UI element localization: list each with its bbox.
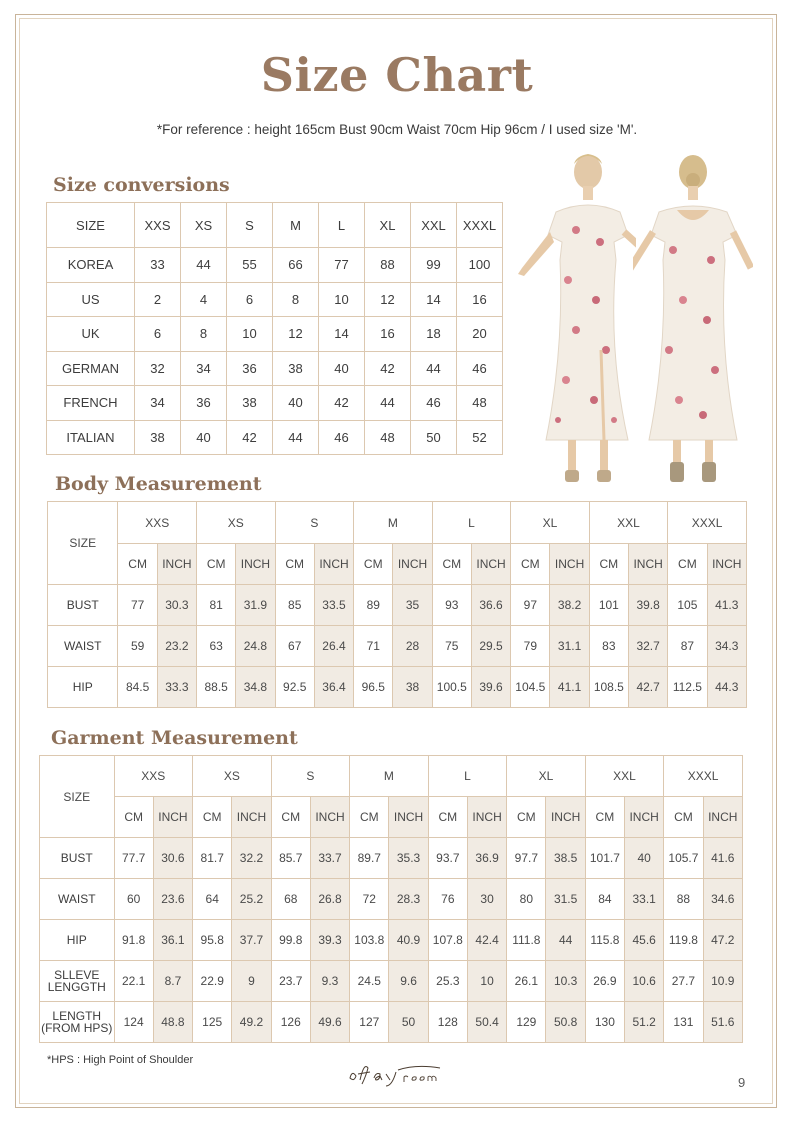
table-cell: 34.8 bbox=[236, 667, 275, 708]
table-row bbox=[47, 282, 503, 317]
table-cell: 83 bbox=[589, 626, 628, 667]
unit-inch-header: INCH bbox=[232, 797, 271, 838]
table-cell: 44 bbox=[365, 386, 411, 421]
table-cell: 42 bbox=[365, 351, 411, 386]
unit-inch-header: INCH bbox=[546, 797, 585, 838]
table-cell: 12 bbox=[365, 282, 411, 317]
table-cell: 36.6 bbox=[471, 585, 510, 626]
table-cell: 76 bbox=[428, 879, 467, 920]
table-cell: 6 bbox=[227, 282, 273, 317]
table-cell: 92.5 bbox=[275, 667, 314, 708]
size-column-header: XXL bbox=[589, 502, 668, 544]
table-cell: 18 bbox=[411, 317, 457, 352]
size-column-header: XS bbox=[197, 502, 276, 544]
table-cell: 93.7 bbox=[428, 838, 467, 879]
row-label-line: SLLEVE bbox=[54, 968, 100, 982]
table-cell: 10 bbox=[319, 282, 365, 317]
table-cell: 126 bbox=[271, 1002, 310, 1043]
unit-cm-header: CM bbox=[668, 544, 707, 585]
unit-inch-header: INCH bbox=[314, 544, 353, 585]
table-cell: 36 bbox=[227, 351, 273, 386]
table-cell: 23.6 bbox=[153, 879, 192, 920]
table-cell: 26.4 bbox=[314, 626, 353, 667]
table-cell: 100 bbox=[457, 248, 503, 283]
table-row bbox=[48, 585, 747, 626]
header-cell: XXL bbox=[411, 203, 457, 248]
size-column-header: XXS bbox=[118, 502, 197, 544]
header-cell: XS bbox=[181, 203, 227, 248]
table-row bbox=[40, 879, 743, 920]
table-cell: 101.7 bbox=[585, 838, 624, 879]
unit-inch-header: INCH bbox=[393, 544, 432, 585]
reference-note: *For reference : height 165cm Bust 90cm Waist 70cm Hip 96cm / I used size 'M'. bbox=[156, 122, 638, 137]
table-cell: 112.5 bbox=[668, 667, 707, 708]
unit-cm-header: CM bbox=[350, 797, 389, 838]
table-cell: 103.8 bbox=[350, 920, 389, 961]
table-cell: 38.5 bbox=[546, 838, 585, 879]
table-cell: 93 bbox=[432, 585, 471, 626]
table-cell: 42.4 bbox=[467, 920, 506, 961]
table-cell: 48.8 bbox=[153, 1002, 192, 1043]
table-cell: 100.5 bbox=[432, 667, 471, 708]
table-cell: 34 bbox=[135, 386, 181, 421]
table-cell: 50.4 bbox=[467, 1002, 506, 1043]
size-column-header: XL bbox=[507, 756, 586, 797]
unit-inch-header: INCH bbox=[628, 544, 667, 585]
table-cell: 105.7 bbox=[664, 838, 703, 879]
row-label: FRENCH bbox=[47, 386, 135, 421]
table-row bbox=[40, 838, 743, 879]
row-label-line: LENGTH bbox=[52, 1009, 102, 1023]
size-column-header: XXXL bbox=[668, 502, 747, 544]
table-cell: 27.7 bbox=[664, 961, 703, 1002]
table-cell: 9 bbox=[232, 961, 271, 1002]
row-label: HIP bbox=[48, 667, 118, 708]
row-label: KOREA bbox=[47, 248, 135, 283]
table-cell: 85 bbox=[275, 585, 314, 626]
table-cell: 26.9 bbox=[585, 961, 624, 1002]
table-row bbox=[47, 420, 503, 455]
table-cell: 59 bbox=[118, 626, 157, 667]
table-cell: 68 bbox=[271, 879, 310, 920]
size-header-row bbox=[40, 756, 743, 797]
table-cell: 63 bbox=[197, 626, 236, 667]
table-cell: 50 bbox=[411, 420, 457, 455]
table-cell: 8 bbox=[181, 317, 227, 352]
hps-footnote: *HPS : High Point of Shoulder bbox=[47, 1054, 194, 1066]
table-row bbox=[48, 626, 747, 667]
unit-inch-header: INCH bbox=[471, 544, 510, 585]
table-cell: 32.2 bbox=[232, 838, 271, 879]
table-row bbox=[40, 920, 743, 961]
table-cell: 77 bbox=[118, 585, 157, 626]
table-cell: 72 bbox=[350, 879, 389, 920]
table-cell: 66 bbox=[273, 248, 319, 283]
table-cell: 91.8 bbox=[114, 920, 153, 961]
table-cell: 124 bbox=[114, 1002, 153, 1043]
table-cell: 23.7 bbox=[271, 961, 310, 1002]
table-cell: 48 bbox=[365, 420, 411, 455]
table-cell: 2 bbox=[135, 282, 181, 317]
size-column-header: XS bbox=[193, 756, 272, 797]
table-cell: 34.3 bbox=[707, 626, 746, 667]
size-column-header: XXL bbox=[585, 756, 664, 797]
table-cell: 46 bbox=[411, 386, 457, 421]
size-column-header: XXXL bbox=[664, 756, 743, 797]
table-cell: 80 bbox=[507, 879, 546, 920]
table-cell: 31.1 bbox=[550, 626, 589, 667]
unit-inch-header: INCH bbox=[467, 797, 506, 838]
table-cell: 25.2 bbox=[232, 879, 271, 920]
model-back-image bbox=[633, 150, 753, 490]
row-label: BUST bbox=[40, 838, 115, 879]
row-label: GERMAN bbox=[47, 351, 135, 386]
table-cell: 38 bbox=[273, 351, 319, 386]
unit-cm-header: CM bbox=[664, 797, 703, 838]
unit-header-row bbox=[48, 544, 747, 585]
row-label: HIP bbox=[40, 920, 115, 961]
table-cell: 48 bbox=[457, 386, 503, 421]
unit-cm-header: CM bbox=[589, 544, 628, 585]
table-cell: 38.2 bbox=[550, 585, 589, 626]
table-cell: 8 bbox=[273, 282, 319, 317]
table-cell: 29.5 bbox=[471, 626, 510, 667]
body-measurement-table bbox=[47, 501, 747, 708]
garment-measurement-table bbox=[39, 755, 743, 1043]
table-cell: 28 bbox=[393, 626, 432, 667]
table-cell: 44 bbox=[181, 248, 227, 283]
table-cell: 85.7 bbox=[271, 838, 310, 879]
unit-cm-header: CM bbox=[275, 544, 314, 585]
table-cell: 77 bbox=[319, 248, 365, 283]
table-cell: 39.8 bbox=[628, 585, 667, 626]
table-cell: 101 bbox=[589, 585, 628, 626]
table-cell: 84 bbox=[585, 879, 624, 920]
table-cell: 128 bbox=[428, 1002, 467, 1043]
header-cell: L bbox=[319, 203, 365, 248]
table-cell: 20 bbox=[457, 317, 503, 352]
page-title: Size Chart bbox=[260, 48, 534, 102]
table-cell: 24.8 bbox=[236, 626, 275, 667]
table-cell: 49.6 bbox=[310, 1002, 349, 1043]
header-cell: SIZE bbox=[47, 203, 135, 248]
table-cell: 26.1 bbox=[507, 961, 546, 1002]
row-label: WAIST bbox=[48, 626, 118, 667]
table-cell: 35.3 bbox=[389, 838, 428, 879]
table-cell: 88 bbox=[664, 879, 703, 920]
table-cell: 34 bbox=[181, 351, 227, 386]
table-cell: 10 bbox=[467, 961, 506, 1002]
table-cell: 67 bbox=[275, 626, 314, 667]
table-cell: 23.2 bbox=[157, 626, 196, 667]
table-row bbox=[47, 386, 503, 421]
unit-inch-header: INCH bbox=[310, 797, 349, 838]
unit-cm-header: CM bbox=[511, 544, 550, 585]
table-cell: 99.8 bbox=[271, 920, 310, 961]
row-label bbox=[40, 961, 115, 1002]
table-cell: 10.9 bbox=[703, 961, 742, 1002]
table-cell: 44 bbox=[411, 351, 457, 386]
table-cell: 50.8 bbox=[546, 1002, 585, 1043]
table-cell: 38 bbox=[135, 420, 181, 455]
table-cell: 33.5 bbox=[314, 585, 353, 626]
row-label bbox=[40, 1002, 115, 1043]
table-cell: 33 bbox=[135, 248, 181, 283]
table-cell: 26.8 bbox=[310, 879, 349, 920]
table-cell: 6 bbox=[135, 317, 181, 352]
table-cell: 39.6 bbox=[471, 667, 510, 708]
table-cell: 10.3 bbox=[546, 961, 585, 1002]
garment-measurement-title: Garment Measurement bbox=[51, 727, 298, 749]
table-cell: 14 bbox=[411, 282, 457, 317]
table-cell: 97 bbox=[511, 585, 550, 626]
table-cell: 89.7 bbox=[350, 838, 389, 879]
table-cell: 40 bbox=[319, 351, 365, 386]
unit-inch-header: INCH bbox=[389, 797, 428, 838]
unit-inch-header: INCH bbox=[625, 797, 664, 838]
header-cell: S bbox=[227, 203, 273, 248]
table-cell: 39.3 bbox=[310, 920, 349, 961]
table-cell: 22.1 bbox=[114, 961, 153, 1002]
table-cell: 79 bbox=[511, 626, 550, 667]
size-column-header: M bbox=[350, 756, 429, 797]
table-cell: 30.3 bbox=[157, 585, 196, 626]
table-cell: 32.7 bbox=[628, 626, 667, 667]
table-cell: 88.5 bbox=[197, 667, 236, 708]
table-cell: 30.6 bbox=[153, 838, 192, 879]
table-cell: 12 bbox=[273, 317, 319, 352]
size-column-header: L bbox=[428, 756, 507, 797]
table-cell: 55 bbox=[227, 248, 273, 283]
table-cell: 9.6 bbox=[389, 961, 428, 1002]
table-cell: 36.9 bbox=[467, 838, 506, 879]
table-cell: 130 bbox=[585, 1002, 624, 1043]
unit-inch-header: INCH bbox=[550, 544, 589, 585]
conversions-title: Size conversions bbox=[53, 174, 230, 196]
table-cell: 125 bbox=[193, 1002, 232, 1043]
table-cell: 33.1 bbox=[625, 879, 664, 920]
row-label: WAIST bbox=[40, 879, 115, 920]
table-cell: 35 bbox=[393, 585, 432, 626]
table-cell: 33.7 bbox=[310, 838, 349, 879]
table-cell: 47.2 bbox=[703, 920, 742, 961]
row-label: US bbox=[47, 282, 135, 317]
table-cell: 52 bbox=[457, 420, 503, 455]
size-column-header: M bbox=[354, 502, 433, 544]
table-cell: 41.6 bbox=[703, 838, 742, 879]
table-cell: 4 bbox=[181, 282, 227, 317]
table-cell: 45.6 bbox=[625, 920, 664, 961]
table-cell: 127 bbox=[350, 1002, 389, 1043]
size-column-header: S bbox=[271, 756, 350, 797]
unit-cm-header: CM bbox=[193, 797, 232, 838]
row-label: BUST bbox=[48, 585, 118, 626]
table-cell: 105 bbox=[668, 585, 707, 626]
table-cell: 96.5 bbox=[354, 667, 393, 708]
unit-cm-header: CM bbox=[585, 797, 624, 838]
row-label-line: LENGGTH bbox=[47, 980, 106, 994]
unit-cm-header: CM bbox=[271, 797, 310, 838]
table-cell: 22.9 bbox=[193, 961, 232, 1002]
table-cell: 14 bbox=[319, 317, 365, 352]
header-cell: XL bbox=[365, 203, 411, 248]
table-row bbox=[47, 351, 503, 386]
table-cell: 89 bbox=[354, 585, 393, 626]
table-cell: 40 bbox=[625, 838, 664, 879]
table-cell: 44 bbox=[273, 420, 319, 455]
unit-cm-header: CM bbox=[118, 544, 157, 585]
table-cell: 87 bbox=[668, 626, 707, 667]
row-label: ITALIAN bbox=[47, 420, 135, 455]
table-cell: 111.8 bbox=[507, 920, 546, 961]
table-cell: 40 bbox=[181, 420, 227, 455]
table-cell: 131 bbox=[664, 1002, 703, 1043]
table-cell: 38 bbox=[227, 386, 273, 421]
table-cell: 108.5 bbox=[589, 667, 628, 708]
table-cell: 41.3 bbox=[707, 585, 746, 626]
table-cell: 28.3 bbox=[389, 879, 428, 920]
unit-cm-header: CM bbox=[197, 544, 236, 585]
table-row bbox=[47, 248, 503, 283]
table-cell: 33.3 bbox=[157, 667, 196, 708]
table-cell: 25.3 bbox=[428, 961, 467, 1002]
table-cell: 64 bbox=[193, 879, 232, 920]
unit-inch-header: INCH bbox=[703, 797, 742, 838]
table-cell: 36 bbox=[181, 386, 227, 421]
unit-cm-header: CM bbox=[507, 797, 546, 838]
row-label: UK bbox=[47, 317, 135, 352]
table-cell: 42.7 bbox=[628, 667, 667, 708]
table-cell: 30 bbox=[467, 879, 506, 920]
table-cell: 129 bbox=[507, 1002, 546, 1043]
table-cell: 31.9 bbox=[236, 585, 275, 626]
table-cell: 16 bbox=[457, 282, 503, 317]
table-cell: 95.8 bbox=[193, 920, 232, 961]
unit-inch-header: INCH bbox=[157, 544, 196, 585]
table-row bbox=[40, 961, 743, 1002]
unit-header-row bbox=[40, 797, 743, 838]
table-cell: 51.2 bbox=[625, 1002, 664, 1043]
row-label-line: (FROM HPS) bbox=[41, 1021, 113, 1035]
size-header: SIZE bbox=[48, 502, 118, 585]
body-measurement-title: Body Measurement bbox=[55, 473, 262, 495]
table-cell: 81 bbox=[197, 585, 236, 626]
table-cell: 99 bbox=[411, 248, 457, 283]
page-number: 9 bbox=[738, 1075, 746, 1090]
size-column-header: XL bbox=[511, 502, 590, 544]
table-cell: 44.3 bbox=[707, 667, 746, 708]
unit-inch-header: INCH bbox=[153, 797, 192, 838]
table-cell: 60 bbox=[114, 879, 153, 920]
unit-inch-header: INCH bbox=[707, 544, 746, 585]
table-cell: 97.7 bbox=[507, 838, 546, 879]
table-cell: 8.7 bbox=[153, 961, 192, 1002]
brand-logo bbox=[346, 1060, 450, 1088]
table-cell: 50 bbox=[389, 1002, 428, 1043]
table-cell: 9.3 bbox=[310, 961, 349, 1002]
header-cell: XXS bbox=[135, 203, 181, 248]
table-cell: 115.8 bbox=[585, 920, 624, 961]
table-row bbox=[47, 317, 503, 352]
table-cell: 24.5 bbox=[350, 961, 389, 1002]
table-cell: 36.4 bbox=[314, 667, 353, 708]
table-cell: 42 bbox=[319, 386, 365, 421]
table-cell: 10 bbox=[227, 317, 273, 352]
size-header-row bbox=[48, 502, 747, 544]
size-column-header: L bbox=[432, 502, 511, 544]
table-cell: 40.9 bbox=[389, 920, 428, 961]
table-cell: 42 bbox=[227, 420, 273, 455]
table-cell: 119.8 bbox=[664, 920, 703, 961]
table-cell: 38 bbox=[393, 667, 432, 708]
table-cell: 88 bbox=[365, 248, 411, 283]
table-header-row bbox=[47, 203, 503, 248]
table-cell: 84.5 bbox=[118, 667, 157, 708]
size-column-header: XXS bbox=[114, 756, 193, 797]
table-cell: 71 bbox=[354, 626, 393, 667]
table-cell: 75 bbox=[432, 626, 471, 667]
table-cell: 32 bbox=[135, 351, 181, 386]
table-row bbox=[40, 1002, 743, 1043]
table-cell: 41.1 bbox=[550, 667, 589, 708]
table-cell: 37.7 bbox=[232, 920, 271, 961]
table-cell: 46 bbox=[457, 351, 503, 386]
table-cell: 46 bbox=[319, 420, 365, 455]
table-cell: 44 bbox=[546, 920, 585, 961]
size-conversion-table bbox=[46, 202, 503, 455]
table-row bbox=[48, 667, 747, 708]
table-cell: 16 bbox=[365, 317, 411, 352]
table-cell: 104.5 bbox=[511, 667, 550, 708]
unit-inch-header: INCH bbox=[236, 544, 275, 585]
table-cell: 40 bbox=[273, 386, 319, 421]
unit-cm-header: CM bbox=[432, 544, 471, 585]
table-cell: 10.6 bbox=[625, 961, 664, 1002]
table-cell: 51.6 bbox=[703, 1002, 742, 1043]
size-header: SIZE bbox=[40, 756, 115, 838]
header-cell: M bbox=[273, 203, 319, 248]
table-cell: 36.1 bbox=[153, 920, 192, 961]
model-front-image bbox=[516, 150, 636, 490]
header-cell: XXXL bbox=[457, 203, 503, 248]
table-cell: 31.5 bbox=[546, 879, 585, 920]
unit-cm-header: CM bbox=[114, 797, 153, 838]
table-cell: 107.8 bbox=[428, 920, 467, 961]
unit-cm-header: CM bbox=[354, 544, 393, 585]
table-cell: 81.7 bbox=[193, 838, 232, 879]
size-column-header: S bbox=[275, 502, 354, 544]
table-cell: 34.6 bbox=[703, 879, 742, 920]
table-cell: 77.7 bbox=[114, 838, 153, 879]
table-cell: 49.2 bbox=[232, 1002, 271, 1043]
unit-cm-header: CM bbox=[428, 797, 467, 838]
